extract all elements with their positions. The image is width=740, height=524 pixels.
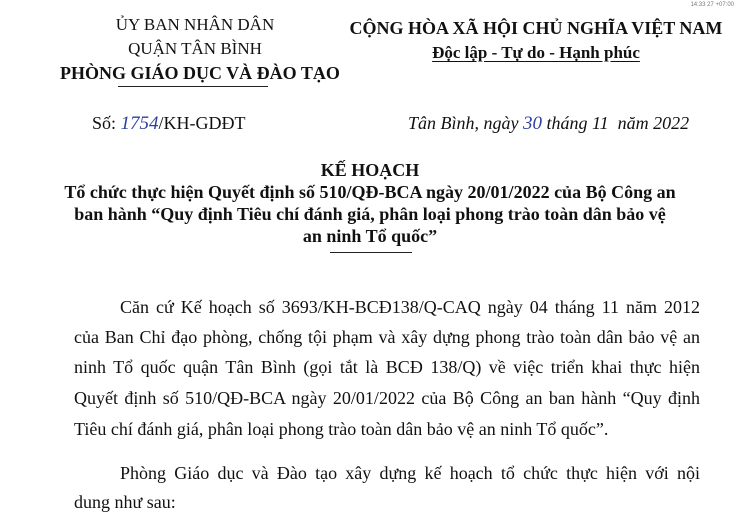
agency-underline xyxy=(118,86,268,87)
paragraph-line: Căn cứ Kế hoạch số 3693/KH-BCĐ138/Q-CAQ ngày 04 tháng 11 năm 2012 xyxy=(120,297,700,317)
number-prefix: Số: xyxy=(92,113,117,133)
motto-text: Độc lập - Tự do - Hạnh phúc xyxy=(432,43,640,62)
date-prefix: Tân Bình, ngày xyxy=(408,113,519,133)
paragraph-line: Phòng Giáo dục và Đào tạo xây dựng kế hoạch tổ chức thực hiện với nội xyxy=(120,463,700,483)
paragraph-line: dung như sau: xyxy=(74,492,176,512)
agency-line-2: QUẬN TÂN BÌNH xyxy=(128,39,262,58)
title-line-1: Tổ chức thực hiện Quyết định số 510/QĐ-BCA ngày 20/01/2022 của Bộ Công an xyxy=(64,182,676,202)
timestamp-stamp: 14:33 27 +07:00 xyxy=(690,2,734,8)
title-underline xyxy=(330,252,412,253)
agency-line-1: ỦY BAN NHÂN DÂN xyxy=(115,15,275,34)
agency-line-3 xyxy=(60,63,340,83)
date-day-handwritten: 30 xyxy=(523,113,542,134)
paragraph-line: Tiêu chí đánh giá, phân loại phong trào toàn dân bảo vệ an ninh Tổ quốc”. xyxy=(74,419,609,439)
document-heading: KẾ HOẠCH xyxy=(320,160,420,180)
agency-name: PHÒNG GIÁO DỤC VÀ ĐÀO TẠO xyxy=(60,63,340,83)
title-line-3: an ninh Tổ quốc” xyxy=(302,226,438,246)
date-rest: tháng 11 năm 2022 xyxy=(546,113,690,133)
document-date xyxy=(408,113,689,135)
paragraph-line: Quyết định số 510/QĐ-BCA ngày 20/01/2022 của Bộ Công an ban hành “Quy định xyxy=(74,388,700,408)
paragraph-line: ninh Tổ quốc quận Tân Bình (gọi tắt là BCĐ 138/Q) về việc triển khai thực hiện xyxy=(74,357,700,377)
nation-motto xyxy=(340,42,732,64)
document-number xyxy=(92,113,246,135)
paragraph-line: của Ban Chỉ đạo phòng, chống tội phạm và xây dựng phong trào toàn dân bảo vệ an xyxy=(74,327,700,347)
title-line-2: ban hành “Quy định Tiêu chí đánh giá, phân loại phong trào toàn dân bảo vệ xyxy=(74,204,666,224)
number-handwritten: 1754 xyxy=(120,113,159,134)
nation-title: CỘNG HÒA XÃ HỘI CHỦ NGHĨA VIỆT NAM xyxy=(349,18,723,38)
number-suffix: /KH-GDĐT xyxy=(158,113,246,133)
